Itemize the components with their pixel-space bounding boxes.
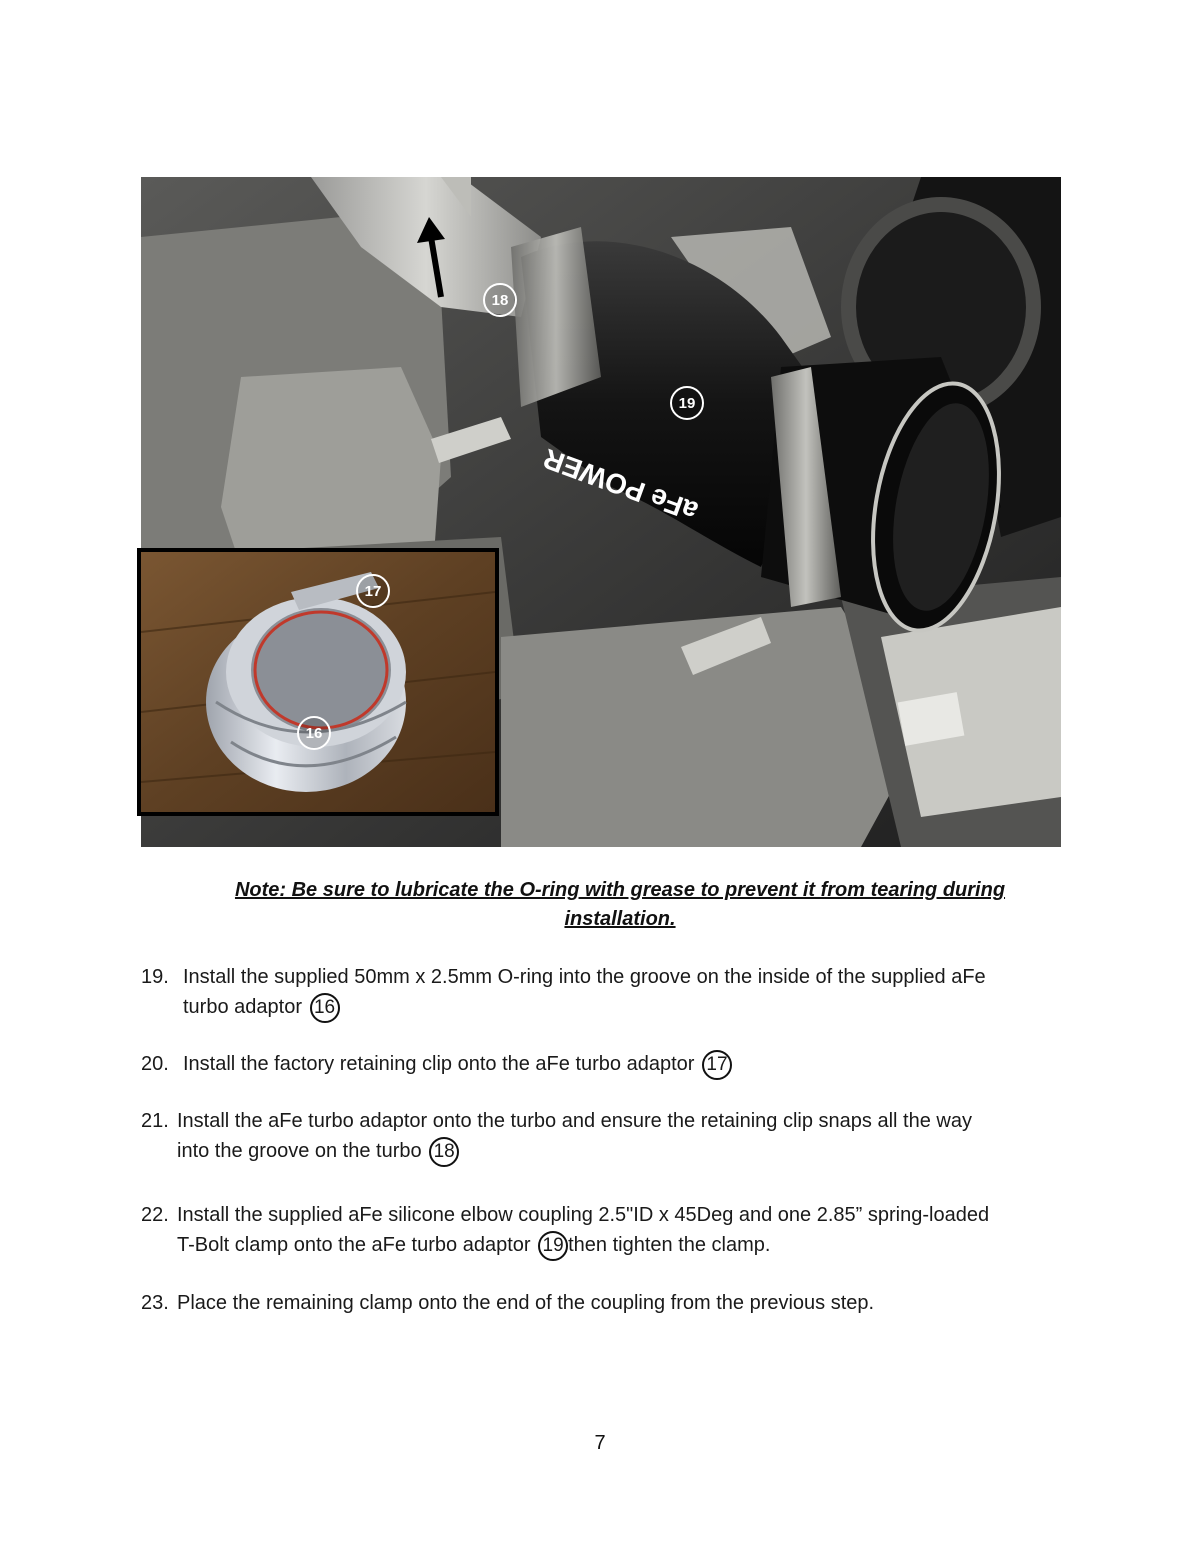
- callout-19: 19: [670, 386, 704, 420]
- step-text-end: then tighten the clamp.: [568, 1234, 771, 1256]
- lubrication-note: Note: Be sure to lubricate the O-ring with grease to prevent it from tearing during installation.: [234, 879, 1006, 930]
- page-number: 7: [594, 1432, 606, 1454]
- step-text: Install the aFe turbo adaptor onto the turbo and ensure the retaining clip snaps all the way: [177, 1110, 972, 1132]
- reference-number-16: 16: [310, 993, 340, 1023]
- reference-number-18: 18: [429, 1137, 459, 1167]
- step-text: Place the remaining clamp onto the end of the coupling from the previous step.: [177, 1292, 875, 1314]
- step-21: [141, 1106, 1071, 1167]
- adaptor-illustration: [141, 552, 495, 812]
- step-text-continued: into the groove on the turbo: [177, 1140, 422, 1162]
- step-text: Install the supplied 50mm x 2.5mm O-ring into the groove on the inside of the supplied aFe: [183, 966, 986, 988]
- callout-17: 17: [356, 574, 390, 608]
- step-number: 21.: [141, 1110, 169, 1132]
- step-20: [141, 1049, 1071, 1080]
- step-number: 20.: [141, 1053, 169, 1075]
- step-number: 22.: [141, 1204, 169, 1226]
- step-text: Install the supplied aFe silicone elbow coupling 2.5"ID x 45Deg and one 2.85” spring-loaded: [177, 1204, 990, 1226]
- reference-number-19: 19: [538, 1231, 568, 1261]
- step-number: 23.: [141, 1292, 169, 1314]
- step-text-continued: turbo adaptor: [183, 996, 302, 1018]
- callout-16: 16: [297, 716, 331, 750]
- step-number: 19.: [141, 966, 169, 988]
- step-23: [141, 1288, 1071, 1318]
- adaptor-inset-photo: [137, 548, 499, 816]
- afe-logo-text: aFe POWER: [539, 442, 702, 528]
- reference-number-17: 17: [702, 1050, 732, 1080]
- callout-18: 18: [483, 283, 517, 317]
- step-text: Install the factory retaining clip onto the aFe turbo adaptor: [183, 1053, 695, 1075]
- step-22: [141, 1200, 1071, 1261]
- step-text-continued: T-Bolt clamp onto the aFe turbo adaptor: [177, 1234, 531, 1256]
- step-19: [141, 962, 1071, 1023]
